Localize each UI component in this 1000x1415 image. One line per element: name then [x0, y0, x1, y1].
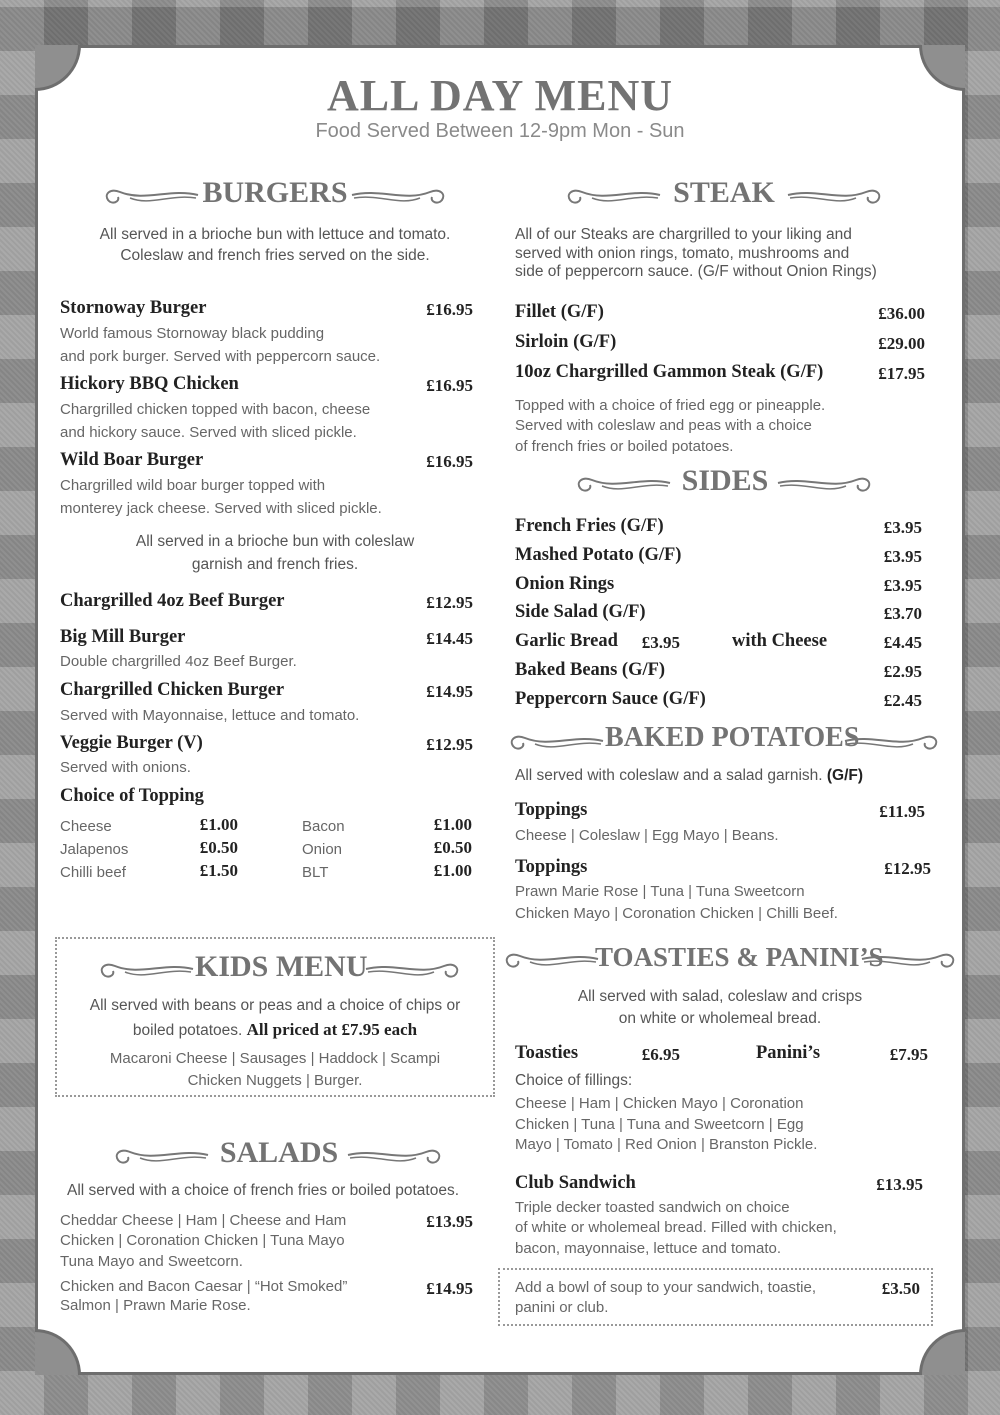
side-item-name: with Cheese — [732, 631, 828, 651]
salad-line: Tuna Mayo and Sweetcorn. — [60, 1252, 243, 1270]
toasties-label: Toasties — [515, 1043, 579, 1063]
burgers-intro-line: garnish and french fries. — [191, 556, 359, 574]
topping-name: Onion — [302, 841, 343, 858]
desc-line: Chargrilled chicken topped with bacon, cheese — [60, 401, 371, 418]
topping-name: Cheese — [60, 818, 112, 835]
side-item-name: Baked Beans (G/F) — [515, 660, 666, 680]
salads-title: SALADS — [219, 1136, 339, 1169]
kids-intro — [60, 994, 490, 1043]
kids-list — [60, 1048, 490, 1092]
gf-label: (G/F) — [826, 767, 864, 784]
sides-title: SIDES — [681, 464, 769, 497]
menu-item-name: Big Mill Burger — [60, 627, 186, 647]
menu-item-price: £29.00 — [878, 334, 925, 353]
side-item-name: Side Salad (G/F) — [515, 602, 646, 622]
desc-line: Prawn Marie Rose | Tuna | Tuna Sweetcorn — [515, 883, 805, 900]
topping-price: £0.50 — [433, 838, 472, 857]
salad-price: £13.95 — [426, 1212, 473, 1231]
steak-note-line: Topped with a choice of fried egg or pineapple. — [515, 397, 826, 414]
kids-price-note: All priced at £7.95 each — [246, 1020, 418, 1040]
steak-note-line: Served with coleslaw and peas with a choice — [515, 417, 812, 435]
burgers-intro-line: All served in a brioche bun with lettuce and tomato. — [99, 226, 451, 243]
topping-price: £1.00 — [433, 861, 472, 880]
salad-price: £14.95 — [426, 1279, 473, 1298]
side-item-price: £2.95 — [883, 662, 922, 681]
baked-intro — [515, 766, 863, 787]
salads-intro: All served with a choice of french fries or boiled potatoes. — [67, 1182, 460, 1199]
corner-ornament — [919, 1329, 965, 1375]
side-item-price: £3.70 — [883, 604, 922, 623]
burgers-intro-line: All served in a brioche bun with coleslaw — [135, 533, 415, 550]
flourish-left-icon — [110, 1140, 210, 1170]
soup-line: Add a bowl of soup to your sandwich, toastie, — [515, 1279, 817, 1296]
burgers-title: BURGERS — [202, 176, 348, 209]
menu-item-desc: Cheese | Coleslaw | Egg Mayo | Beans. — [515, 827, 779, 844]
topping-price: £1.00 — [433, 815, 472, 834]
flourish-left-icon — [505, 726, 605, 756]
flourish-left-icon — [500, 944, 600, 974]
menu-item-name: Chargrilled 4oz Beef Burger — [60, 591, 285, 611]
page-title: ALL DAY MENU — [326, 71, 674, 120]
salad-item — [60, 1278, 347, 1316]
steak-intro-line: served with onion rings, tomato, mushrooms and — [515, 244, 850, 262]
burgers-intro-2 — [55, 530, 495, 577]
menu-item-name: 10oz Chargrilled Gammon Steak (G/F) — [515, 362, 824, 382]
side-item-price: £3.95 — [883, 576, 922, 595]
menu-item-price: £14.95 — [426, 682, 473, 701]
side-item-price: £3.95 — [883, 547, 922, 566]
steak-note-line: of french fries or boiled potatoes. — [515, 437, 734, 455]
menu-item-price: £16.95 — [426, 300, 473, 319]
desc-line: monterey jack cheese. Served with sliced pickle. — [60, 500, 382, 518]
menu-item-desc: Served with onions. — [60, 759, 191, 776]
menu-item-desc: Double chargrilled 4oz Beef Burger. — [60, 653, 297, 670]
side-item-price: £3.95 — [641, 633, 680, 652]
menu-item-name: Wild Boar Burger — [60, 450, 204, 470]
salad-line: Cheddar Cheese | Ham | Cheese and Ham — [60, 1212, 347, 1229]
side-item-price: £2.45 — [883, 691, 922, 710]
panini-price: £7.95 — [889, 1045, 928, 1064]
fillings-line: Mayo | Tomato | Red Onion | Branston Pickle. — [515, 1136, 818, 1154]
desc-line: and pork burger. Served with peppercorn sauce. — [60, 348, 381, 366]
steak-intro-line: side of peppercorn sauce. (G/F without Onion Rings) — [515, 263, 877, 281]
menu-item-desc — [515, 1198, 837, 1259]
topping-price: £0.50 — [199, 838, 238, 857]
desc-line: bacon, mayonnaise, lettuce and tomato. — [515, 1239, 782, 1257]
menu-item-desc: Served with Mayonnaise, lettuce and tomato. — [60, 707, 360, 724]
corner-ornament — [35, 1329, 81, 1375]
side-item-name: Onion Rings — [515, 574, 615, 594]
flourish-right-icon — [786, 180, 886, 210]
flourish-left-icon — [95, 954, 195, 984]
flourish-right-icon — [843, 726, 943, 756]
soup-line: panini or club. — [515, 1298, 609, 1316]
menu-item-price: £12.95 — [426, 735, 473, 754]
menu-item-price: £11.95 — [879, 802, 925, 821]
baked-title: BAKED POTATOES — [605, 722, 860, 753]
flourish-right-icon — [350, 180, 450, 210]
menu-item-name: Stornoway Burger — [60, 298, 207, 318]
menu-item-desc — [515, 881, 838, 925]
kids-list-line: Macaroni Cheese | Sausages | Haddock | Scampi — [109, 1050, 441, 1067]
menu-item-price: £16.95 — [426, 376, 473, 395]
menu-item-name: Toppings — [515, 800, 588, 820]
flourish-left-icon — [562, 180, 662, 210]
desc-line: Chicken Mayo | Coronation Chicken | Chilli Beef. — [515, 904, 838, 922]
topping-name: BLT — [302, 864, 329, 881]
panini-label: Panini’s — [756, 1043, 821, 1063]
fillings-line: Chicken | Tuna | Tuna and Sweetcorn | Egg — [515, 1115, 804, 1133]
kids-list-line: Chicken Nuggets | Burger. — [187, 1071, 363, 1089]
fillings-line: Cheese | Ham | Chicken Mayo | Coronation — [515, 1095, 804, 1112]
menu-item-price: £14.45 — [426, 629, 473, 648]
side-item-name: Garlic Bread — [515, 631, 618, 651]
burgers-intro — [55, 225, 495, 267]
desc-line: Chargrilled wild boar burger topped with — [60, 477, 326, 494]
salad-line: Chicken | Coronation Chicken | Tuna Mayo — [60, 1232, 345, 1250]
menu-item-name: Chargrilled Chicken Burger — [60, 680, 285, 700]
kids-title: KIDS MENU — [195, 950, 368, 983]
flourish-left-icon — [572, 468, 672, 498]
menu-item-desc — [60, 398, 370, 445]
side-item-name: Peppercorn Sauce (G/F) — [515, 689, 706, 709]
toasties-intro-line: All served with salad, coleslaw and crisps — [577, 988, 863, 1005]
kids-intro-line: boiled potatoes. — [132, 1022, 243, 1040]
toasties-intro — [510, 986, 930, 1029]
steak-note — [515, 396, 825, 457]
toasties-price: £6.95 — [641, 1045, 680, 1064]
side-item-price: £4.45 — [883, 633, 922, 652]
desc-line: of white or wholemeal bread. Filled with chicken, — [515, 1219, 837, 1237]
desc-line: and hickory sauce. Served with sliced pickle. — [60, 424, 357, 442]
menu-item-price: £16.95 — [426, 452, 473, 471]
salad-line: Salmon | Prawn Marie Rose. — [60, 1296, 251, 1314]
side-item-name: Mashed Potato (G/F) — [515, 545, 682, 565]
menu-item-name: Fillet (G/F) — [515, 302, 604, 322]
flourish-right-icon — [346, 1140, 446, 1170]
steak-intro — [515, 226, 945, 282]
side-item-name: French Fries (G/F) — [515, 516, 664, 536]
topping-price: £1.00 — [199, 815, 238, 834]
topping-price: £1.50 — [199, 861, 238, 880]
menu-item-price: £36.00 — [878, 304, 925, 323]
topping-name: Bacon — [302, 818, 345, 835]
soup-price: £3.50 — [881, 1279, 920, 1298]
steak-intro-line: All of our Steaks are chargrilled to your liking and — [515, 226, 852, 243]
menu-item-name: Veggie Burger (V) — [60, 733, 203, 753]
menu-item-price: £12.95 — [426, 593, 473, 612]
flourish-left-icon — [100, 180, 200, 210]
page-subtitle: Food Served Between 12-9pm Mon - Sun — [315, 120, 685, 142]
menu-item-name: Club Sandwich — [515, 1173, 636, 1193]
menu-item-desc — [60, 474, 382, 521]
menu-item-name: Hickory BBQ Chicken — [60, 374, 239, 394]
menu-item-price: £13.95 — [876, 1175, 923, 1194]
flourish-right-icon — [860, 944, 960, 974]
topping-name: Jalapenos — [60, 841, 129, 858]
steak-title: STEAK — [673, 176, 775, 209]
menu-item-desc — [60, 322, 380, 369]
topping-name: Chilli beef — [60, 864, 126, 881]
menu-item-name: Toppings — [515, 857, 588, 877]
burgers-intro-line: Coleslaw and french fries served on the side. — [120, 246, 430, 264]
fillings-list — [515, 1094, 817, 1156]
menu-item-price: £17.95 — [878, 364, 925, 383]
desc-line: World famous Stornoway black pudding — [60, 325, 325, 342]
toasties-title: TOASTIES & PANINI’S — [595, 942, 884, 972]
side-item-price: £3.95 — [883, 518, 922, 537]
toasties-intro-line: on white or wholemeal bread. — [618, 1009, 822, 1027]
baked-intro-text: All served with coleslaw and a salad garnish. — [515, 767, 823, 784]
salad-item — [60, 1211, 346, 1272]
menu-item-name: Sirloin (G/F) — [515, 332, 617, 352]
fillings-title: Choice of fillings: — [515, 1072, 633, 1089]
soup-note — [515, 1278, 816, 1317]
salad-line: Chicken and Bacon Caesar | “Hot Smoked” — [60, 1278, 348, 1295]
desc-line: Triple decker toasted sandwich on choice — [515, 1199, 790, 1216]
flourish-right-icon — [364, 954, 464, 984]
menu-item-price: £12.95 — [884, 859, 931, 878]
flourish-right-icon — [776, 468, 876, 498]
topping-title: Choice of Topping — [60, 786, 204, 806]
kids-intro-line: All served with beans or peas and a choice of chips or — [89, 997, 461, 1014]
